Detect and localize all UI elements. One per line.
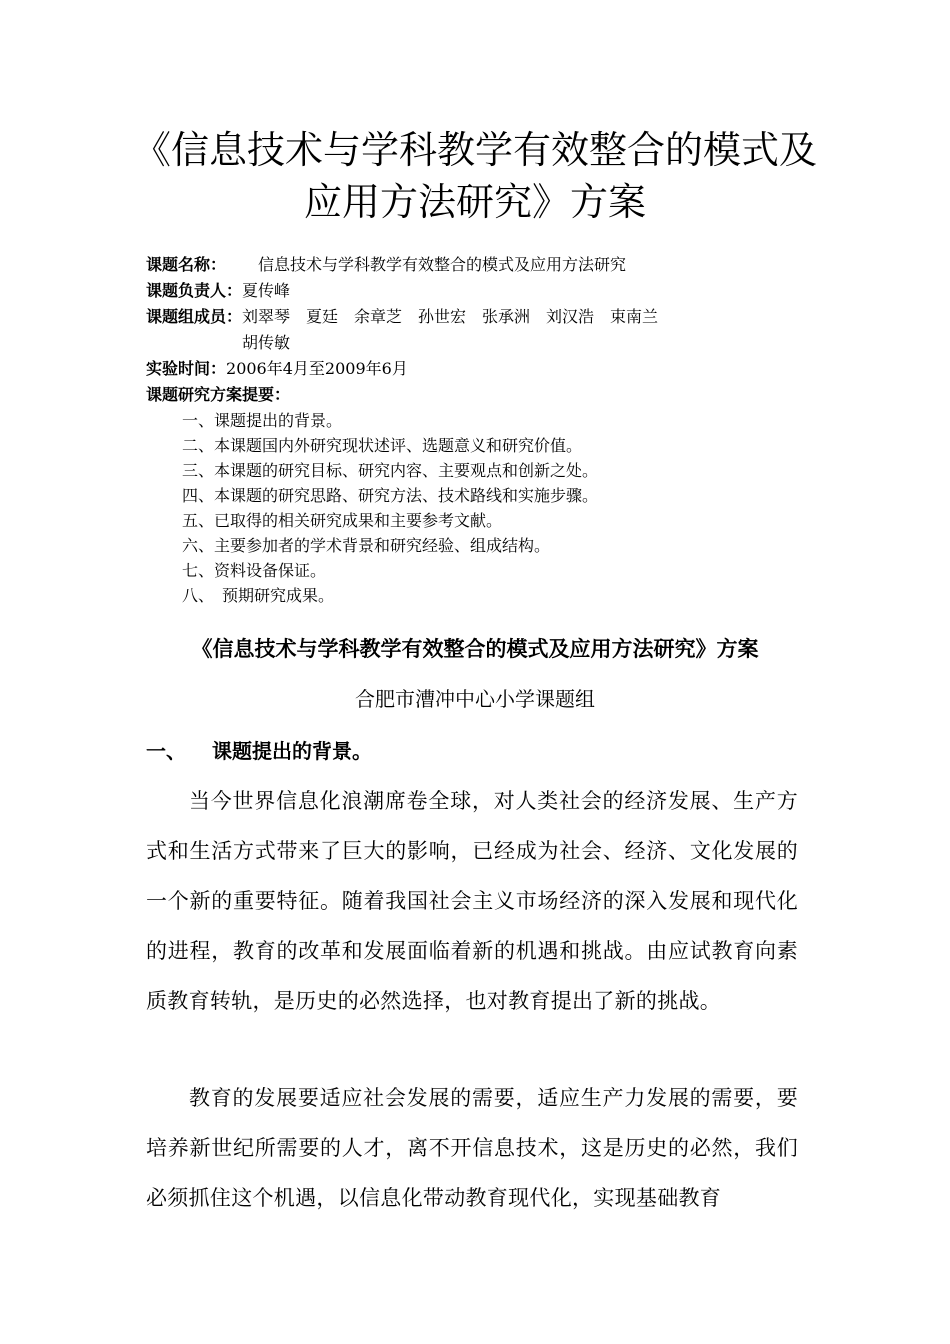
outline-item: 一、课题提出的背景。: [182, 411, 343, 430]
project-leader-label: 课题负责人：: [146, 281, 243, 300]
outline-item: 四、本课题的研究思路、研究方法、技术路线和实施步骤。: [182, 486, 599, 505]
project-leader-value: 夏传峰: [242, 281, 291, 300]
outline-label-row: [146, 382, 826, 408]
members-line-2: 胡传敏: [242, 333, 291, 352]
project-name-label: 课题名称：: [146, 255, 227, 274]
experiment-time-label: 实验时间：: [146, 359, 227, 378]
heading-text: 课题提出的背景。: [212, 739, 372, 763]
experiment-time-row: [146, 356, 826, 382]
paragraph: 当今世界信息化浪潮席卷全球，对人类社会的经济发展、生产方式和生活方式带来了巨大的影响，已经成为社会、经济、文化发展的一个新的重要特征。随着我国社会主义市场经济的深入发展和现代化的进程，教育的改革和发展面临着新的机遇和挑战。由应试教育向素质教育转轨，是历史的必然选择，也对教育提出了新的挑战。: [146, 789, 798, 1013]
project-name-row: [146, 252, 826, 278]
outline-item: 五、已取得的相关研究成果和主要参考文献。: [182, 511, 503, 530]
project-members-value: [242, 304, 658, 356]
outline-item: 三、本课题的研究目标、研究内容、主要观点和创新之处。: [182, 461, 599, 480]
outline-list: [182, 408, 826, 608]
outline-item: 七、资料设备保证。: [182, 561, 327, 580]
outline-item: 八、 预期研究成果。: [182, 586, 335, 605]
paragraph: 教育的发展要适应社会发展的需要，适应生产力发展的需要，要培养新世纪所需要的人才，离不开信息技术，这是历史的必然，我们必须抓住这个机遇，以信息化带动教育现代化，实现基础教育: [146, 1086, 798, 1210]
outline-label: 课题研究方案提要：: [146, 385, 291, 404]
heading-number: 一、: [146, 739, 186, 763]
heading-background: [146, 736, 372, 766]
project-members-row: [146, 304, 826, 356]
organization-name: 合肥市漕冲中心小学课题组: [355, 687, 595, 711]
project-leader-row: [146, 278, 826, 304]
document-title: 《信息技术与学科教学有效整合的模式及应用方法研究》方案: [132, 128, 817, 224]
members-line-1: 刘翠琴 夏廷 余章芝 孙世宏 张承洲 刘汉浩 束南兰: [242, 307, 659, 326]
project-info: [146, 252, 826, 608]
outline-item: 二、本课题国内外研究现状述评、选题意义和研究价值。: [182, 436, 583, 455]
project-name-value: 信息技术与学科教学有效整合的模式及应用方法研究: [258, 255, 627, 274]
project-members-label: 课题组成员：: [146, 307, 243, 326]
experiment-time-value: 2006年4月至2009年6月: [226, 359, 408, 378]
outline-item: 六、主要参加者的学术背景和研究经验、组成结构。: [182, 536, 551, 555]
section-title: 《信息技术与学科教学有效整合的模式及应用方法研究》方案: [191, 637, 759, 661]
